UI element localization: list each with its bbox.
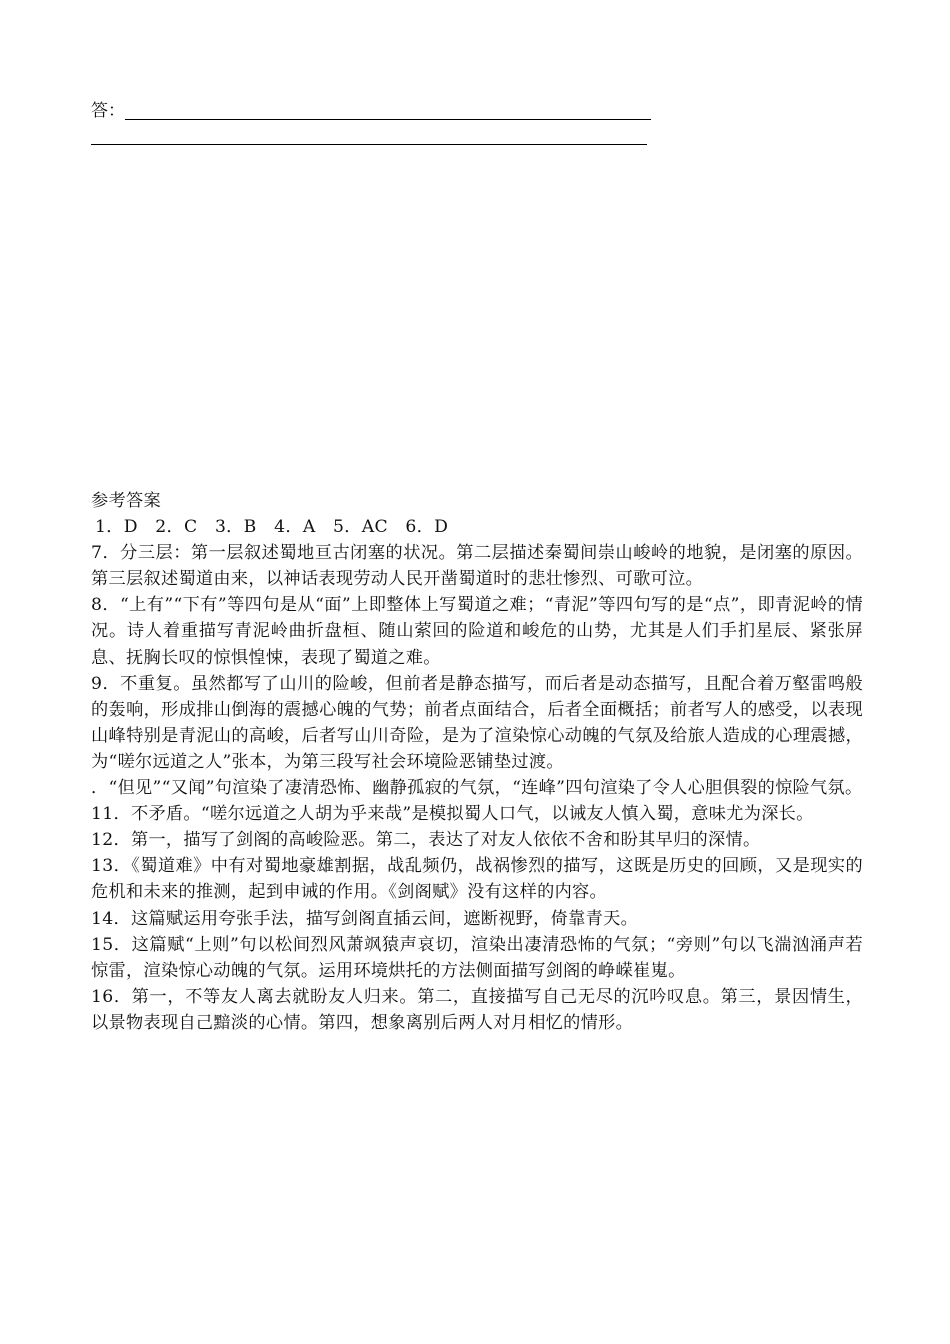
answer-blank-line-2 xyxy=(91,144,647,145)
answer-blank-line xyxy=(125,119,651,120)
answer-item: 16．第一，不等友人离去就盼友人归来。第二，直接描写自己无尽的沉吟叹息。第三，景因情生，以景物表现自己黯淡的心情。第四，想象离别后两人对月相忆的情形。 xyxy=(91,986,863,1033)
answer-key xyxy=(91,488,863,1036)
answer-item: 13．《蜀道难》中有对蜀地豪雄割据，战乱频仍，战祸惨烈的描写，这既是历史的回顾，又是现实的危机和未来的推测，起到申诫的作用。《剑阁赋》没有这样的内容。 xyxy=(91,856,863,903)
answer-item: 9．不重复。虽然都写了山川的险峻，但前者是静态描写，而后者是动态描写，且配合着万壑雷鸣般的轰响，形成排山倒海的震撼心魄的气势；前者点面结合，后者全面概括；前者写人的感受，以表现山峰特别是青泥山的高峻，后者写山川奇险，是为了渲染惊心动魄的气氛及给旅人造成的心理震撼，为“嗟尔远道之人”张本，为第三段写社会环境险恶铺垫过渡。 xyxy=(91,673,863,772)
answer-item: 8．“上有”“下有”等四句是从“面”上即整体上写蜀道之难；“青泥”等四句写的是“点”，即青泥岭的情况。诗人着重描写青泥岭曲折盘桓、随山萦回的险道和峻危的山势，尤其是人们手扪星辰、紧张屏息、抚胸长叹的惊惧惶悚，表现了蜀道之难。 xyxy=(91,595,863,668)
answer-item: 7．分三层：第一层叙述蜀地亘古闭塞的状况。第二层描述秦蜀间崇山峻岭的地貌，是闭塞的原因。第三层叙述蜀道由来，以神话表现劳动人民开凿蜀道时的悲壮惨烈、可歌可泣。 xyxy=(91,543,863,590)
answer-item: 12．第一，描写了剑阁的高峻险恶。第二，表达了对友人依依不舍和盼其早归的深情。 xyxy=(91,830,761,851)
answer-prompt-label: 答： xyxy=(91,101,125,121)
answer-item: 11．不矛盾。“嗟尔远道之人胡为乎来哉”是模拟蜀人口气，以诫友人慎入蜀，意味尤为深长。 xyxy=(91,804,814,825)
answer-first-line xyxy=(91,100,651,122)
answer-key-title: 参考答案 xyxy=(91,491,161,511)
answer-area xyxy=(91,100,651,145)
answer-item: ．“但见”“又闻”句渲染了凄清恐怖、幽静孤寂的气氛，“连峰”四句渲染了令人心胆俱裂的惊险气氛。 xyxy=(91,778,863,799)
answer-item: 15．这篇赋“上则”句以松间烈风萧飒猿声哀切，渲染出凄清恐怖的气氛；“旁则”句以飞湍汹涌声若惊雷，渲染惊心动魄的气氛。运用环境烘托的方法侧面描写剑阁的峥嵘崔嵬。 xyxy=(91,934,863,981)
multiple-choice-answers: 1．D 2．C 3．B 4．A 5．AC 6．D xyxy=(95,517,449,538)
answer-item: 14．这篇赋运用夸张手法，描写剑阁直插云间，遮断视野，倚靠青天。 xyxy=(91,908,639,929)
